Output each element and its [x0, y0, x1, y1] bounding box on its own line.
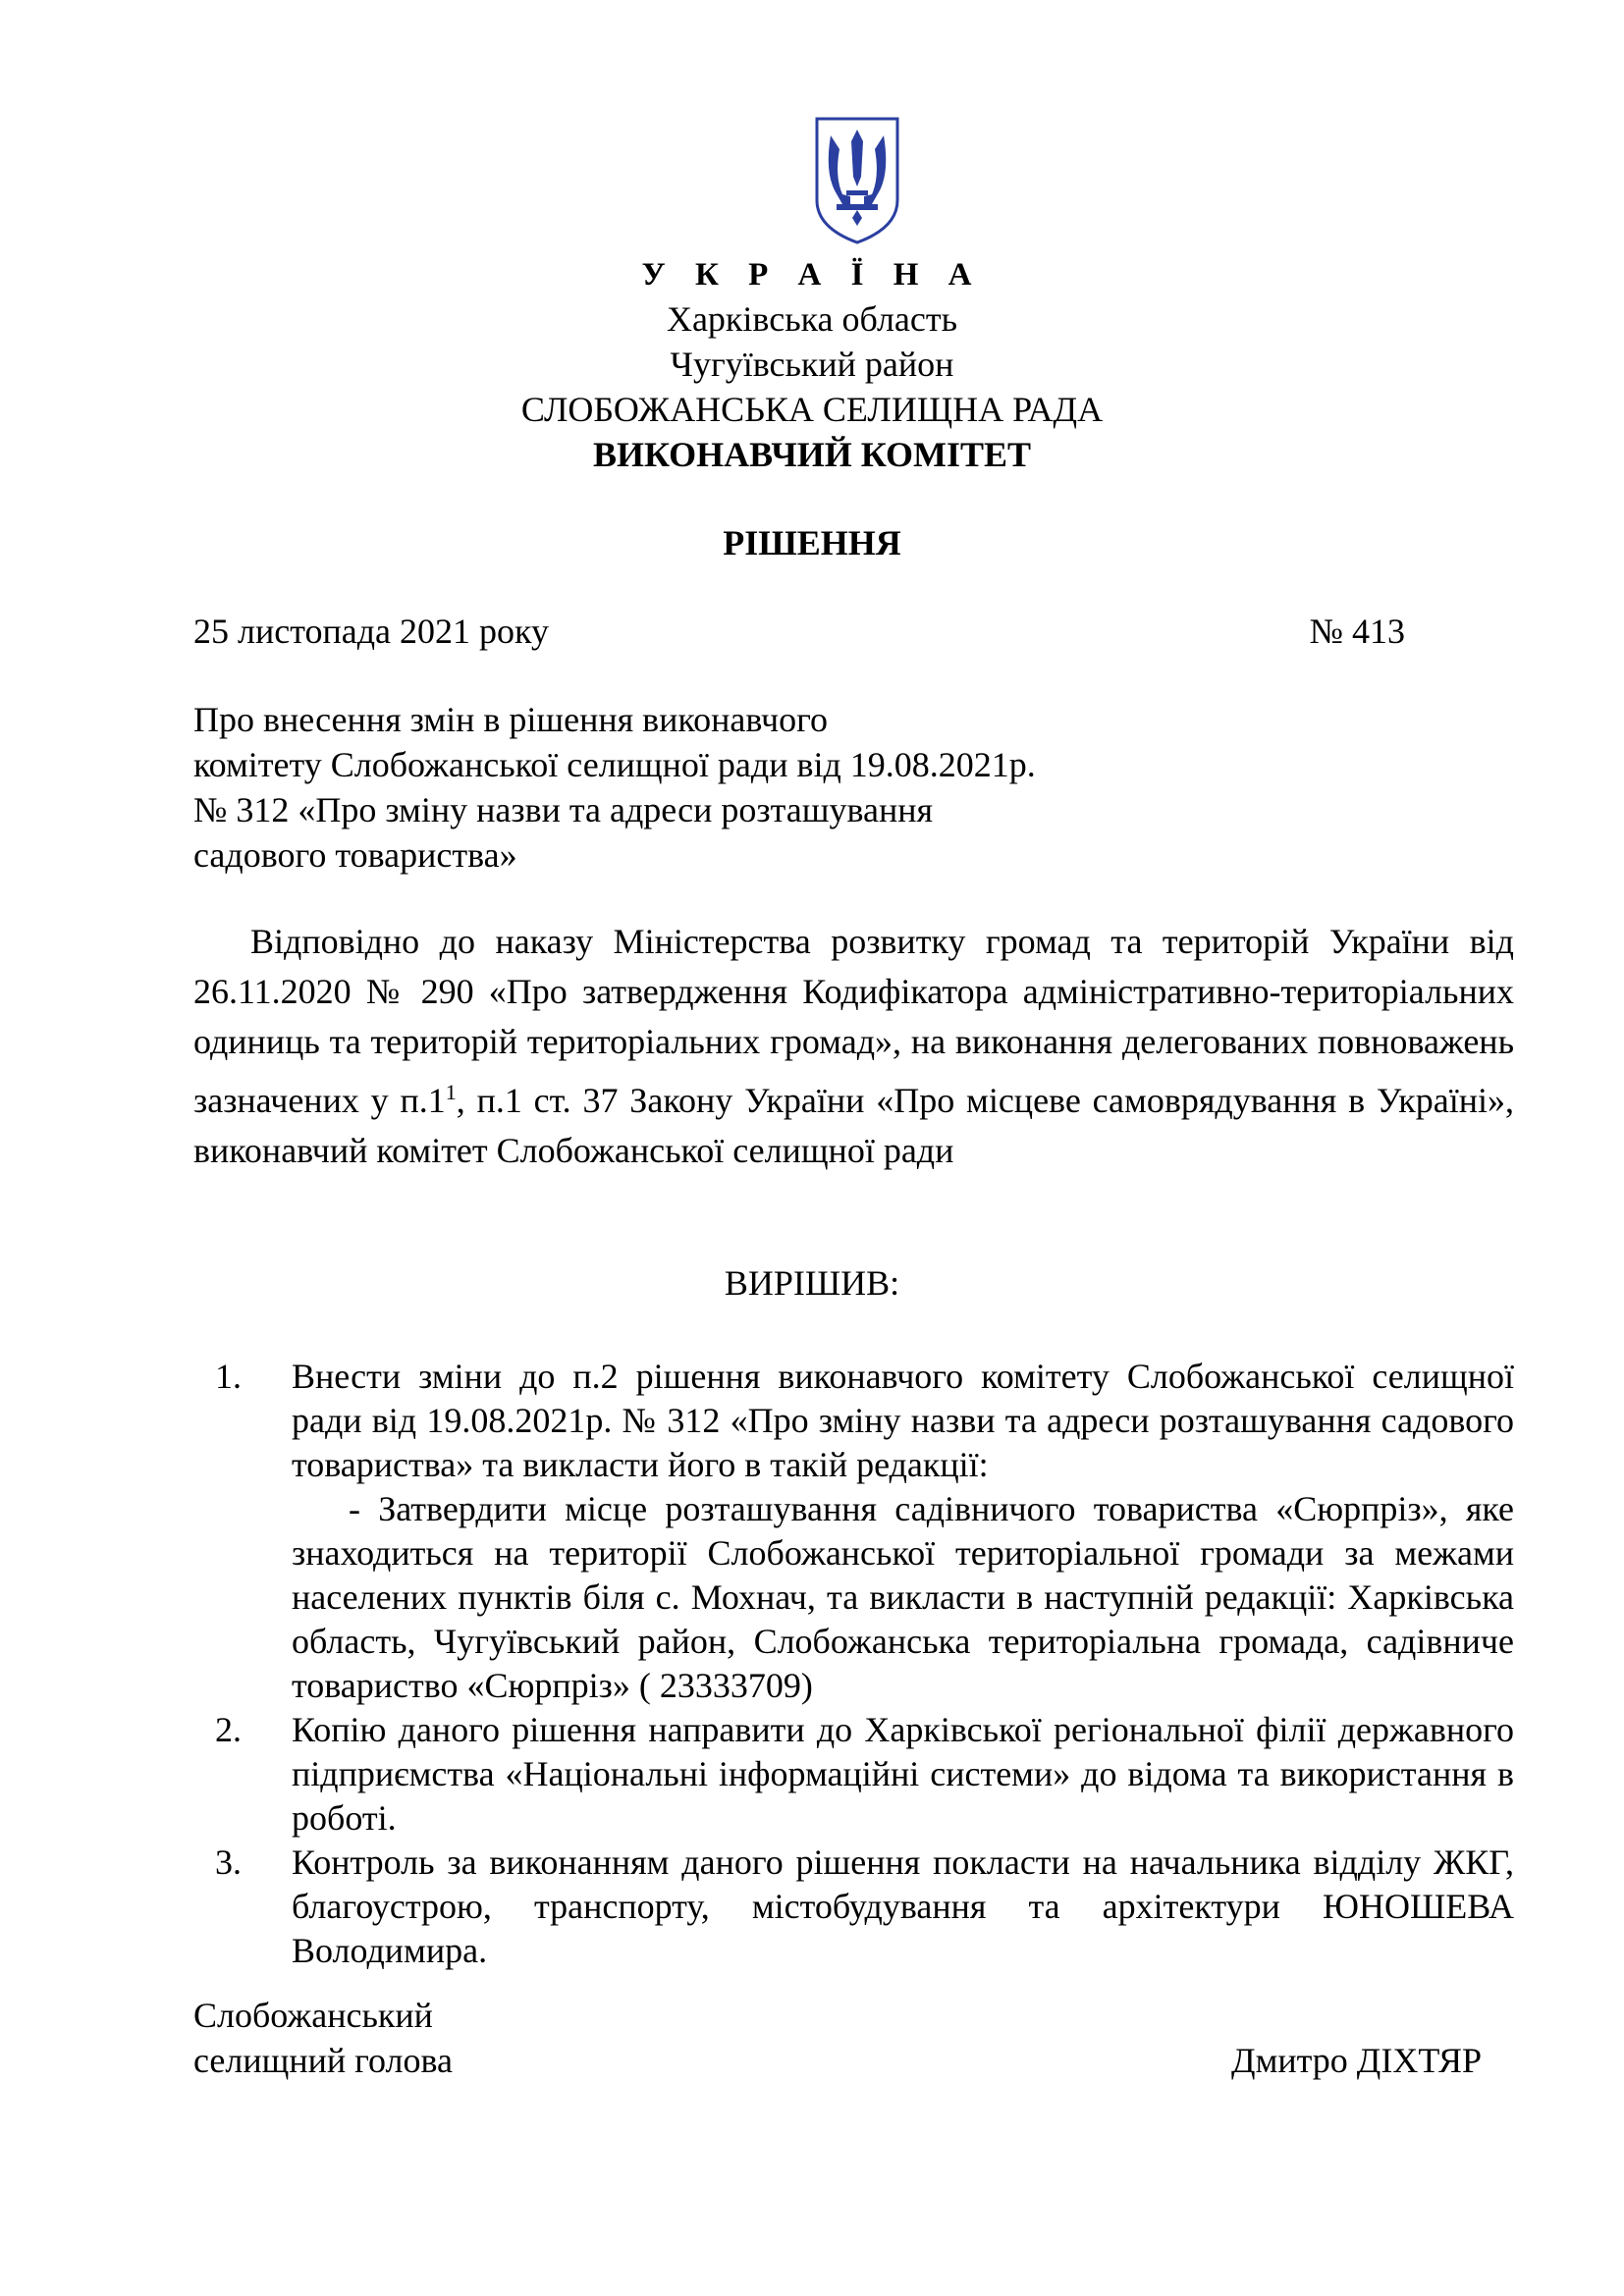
decision-subject — [193, 697, 1036, 878]
item-number: 2. — [215, 1710, 242, 1749]
item-text: Контроль за виконанням даного рішення покласти на начальника відділу ЖКГ, благоустрою, транспорту, містобудування та архітектури ЮНОШЕВА Володимира. — [292, 1842, 1514, 1970]
preamble-text: Відповідно до наказу Міністерства розвитку громад та територій України від 26.11.2020 № 290 «Про затвердження Кодифікатора адміністративно-територіальних одиниць та територій територіальних громад», на виконання делегованих повноважень зазначених у п.1 — [193, 922, 1514, 1120]
resolution-item — [193, 1708, 1514, 1841]
oblast-heading: Харківська область — [666, 299, 958, 339]
item-number: 3. — [215, 1842, 242, 1882]
resolution-items — [193, 1355, 1514, 2044]
council-heading: СЛОБОЖАНСЬКА СЕЛИЩНА РАДА — [520, 390, 1104, 429]
decision-date: 25 листопада 2021 року — [193, 612, 549, 651]
resolved-heading: ВИРІШИВ: — [724, 1263, 900, 1303]
decision-number: № 413 — [1309, 612, 1405, 651]
rayon-heading: Чугуївський район — [670, 345, 954, 384]
document-type-heading: РІШЕННЯ — [723, 523, 901, 562]
item-number: 1. — [215, 1357, 242, 1396]
resolution-item — [193, 1841, 1514, 1973]
item-text: Внести зміни до п.2 рішення виконавчого комітету Слобожанської селищної ради від 19.08.2021р. № 312 «Про зміну назви та адреси розташування садового товариства» та викласти його в такій редакції: — [292, 1357, 1514, 1484]
item-text: Копію даного рішення направити до Харківської регіональної філії державного підприємства «Національні інформаційні системи» до відома та використання в роботі. — [292, 1710, 1514, 1838]
subject-line: комітету Слобожанської селищної ради від 19.08.2021р. — [193, 745, 1036, 784]
signatory-name: Дмитро ДІХТЯР — [1231, 2041, 1482, 2080]
signature-title-line: Слобожанський — [193, 1996, 433, 2035]
subject-line: садового товариства» — [193, 835, 517, 875]
country-heading: У К Р А Ї Н А — [641, 257, 983, 293]
subject-line: № 312 «Про зміну назви та адреси розташування — [193, 790, 934, 829]
trident-coat-of-arms-icon — [813, 116, 901, 245]
item-subpoint: - Затвердити місце розташування садівничого товариства «Сюрпріз», яке знаходиться на території Слобожанської територіальної громади за межами населених пунктів біля с. Мохнач, та викласти в наступній редакції: Харківська область, Чугуївський район, Слобожанська територіальна громада, садівниче товариство «Сюрпріз» ( 23333709) — [292, 1489, 1514, 1705]
preamble-superscript: 1 — [445, 1080, 457, 1104]
resolution-item — [193, 1355, 1514, 1708]
signature-title-line: селищний голова — [193, 2041, 454, 2080]
signature-title — [193, 1993, 453, 2083]
committee-heading: ВИКОНАВЧИЙ КОМІТЕТ — [592, 435, 1032, 474]
preamble-paragraph — [193, 917, 1514, 1176]
subject-line: Про внесення змін в рішення виконавчого — [193, 700, 828, 739]
preamble-text-continued: , п.1 ст. 37 Закону України «Про місцеве самоврядування в Україні», виконавчий комітет Слобожанської селищної ради — [193, 1081, 1514, 1170]
